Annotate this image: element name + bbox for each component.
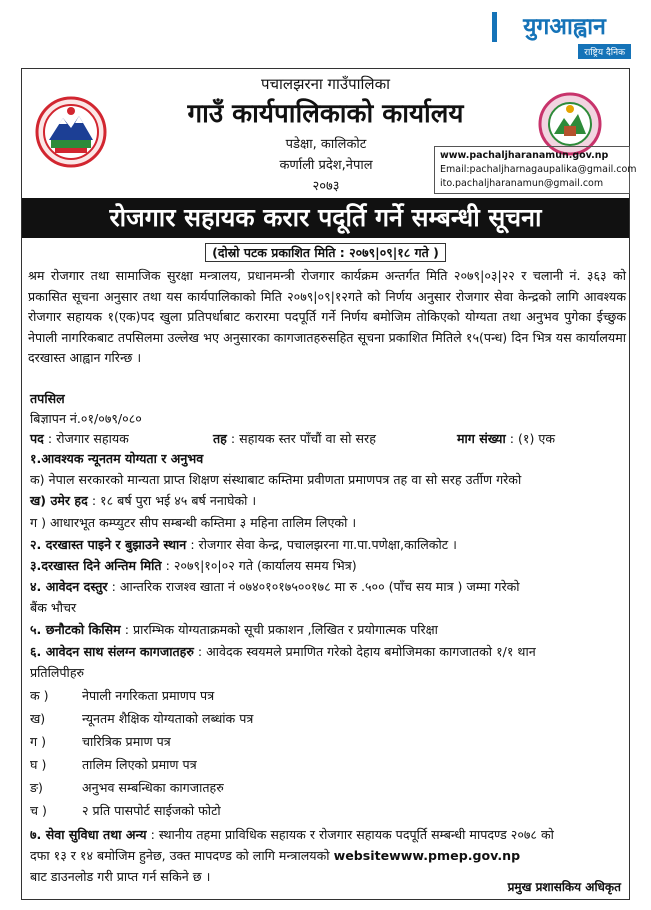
doc-text: तालिम लिएको प्रमाण पत्र [82, 757, 197, 772]
item-6-label: ६. आवेदन साथ संलग्न कागजातहरु [30, 644, 194, 659]
newspaper-masthead [492, 10, 637, 60]
item-6-value: : आवेदक स्वयमले प्रमाणित गरेको देहाय बमोजिमका कागजातको १/१ थान [197, 644, 536, 659]
intro-paragraph: श्रम रोजगार तथा सामाजिक सुरक्षा मन्त्रालय, प्रधानमन्त्री रोजगार कार्यक्रम अन्तर्गत मिति २०७९|०३|२२ र चलानी नं. ३६३ को प्रकासित सूचना अनुसार तथा यस कार्यपालिकाको मिति २०७९|०९|१२गते को निर्णय अनुसार रोजगार सेवा केन्द्रको लागि आवश्यक रोजगार सहायक १(एक)पद खुला प्रतिपर्धाबाट करारमा पदपूर्ति गर्ने निर्णय बमोजिम तोकिएको योग्यता तथा अनुभव पुगेका ईच्छुक नेपाली नागरिकबाट तपसिलमा उल्लेख भए अनुसारका कागजातहरुसहित सूचना प्रकाशित मितिले १५(पन्ध) दिन भित्र यस कार्यालयमा दरखास्त आह्वान गरिन्छ । [28, 268, 626, 365]
doc-text: नेपाली नगरिकता प्रमाणप पत्र [82, 688, 215, 703]
qualification-b-value: : १८ बर्ष पुरा भई ४५ बर्ष ननाघेको । [91, 493, 257, 508]
item-7-label: ७. सेवा सुविधा तथा अन्य [30, 827, 147, 842]
post-row [30, 430, 129, 447]
item-5 [30, 621, 438, 638]
doc-text: २ प्रति पासपोर्ट साईजको फोटो [82, 803, 221, 818]
signer-title: प्रमुख प्रशासकिय अधिकृत [507, 880, 621, 894]
doc-mark: च ) [30, 803, 47, 818]
address-year: २०७३ [312, 179, 340, 194]
level-row [213, 430, 376, 447]
pmep-website-link[interactable]: websitewww.pmep.gov.np [333, 848, 521, 863]
email-text-2: ito.pachaljharanamun@gmail.com [440, 178, 604, 189]
publication-note [0, 244, 651, 261]
item-2-label: २. दरखास्त पाइने र बुझाउने स्थान [30, 537, 187, 552]
masthead-subtitle: राष्ट्रिय दैनिक [578, 44, 631, 59]
municipality-name: पचालझरना गाउँपालिका [261, 75, 390, 93]
item-5-value: : प्रारम्भिक योग्यताक्रमको सूची प्रकाशन ,लिखित र प्रयोगात्मक परिक्षा [124, 622, 438, 637]
item-4-label: ४. आवेदन दस्तुर [30, 579, 108, 594]
item-6 [30, 643, 536, 660]
item-4-value: : आन्तरिक राजश्व खाता नं ०७४०१०१७५००१७८ मा रु .५०० (पाँच सय मात्र ) जम्मा गरेको [111, 579, 520, 594]
qualification-b [30, 492, 256, 509]
post-label: पद [30, 431, 44, 446]
office-title: गाउँ कार्यपालिकाको कार्यालय [187, 99, 464, 129]
doc-mark: क ) [30, 688, 49, 703]
item-7-line-2-text: दफा १३ र १४ बमोजिम हुनेछ, उक्त मापदण्ड को लागि मन्त्रालयको [30, 848, 330, 863]
email-text-1: Email:pachaljharnagaupalika@gmail.com [440, 164, 637, 175]
item-7-line-3: बाट डाउनलोड गरी प्राप्त गर्न सकिने छ । [30, 869, 211, 884]
qualification-c: ग ) आधारभूत कम्प्युटर सीप सम्बन्धी कम्तिमा ३ महिना तालिम लिएको । [30, 515, 357, 530]
item-2-value: : रोजगार सेवा केन्द्र, पचालझरना गा.पा.पणेक्षा,कालिकोट । [190, 537, 457, 552]
masthead-title: युगआह्वान [523, 14, 606, 40]
doc-text: चारित्रिक प्रमाण पत्र [82, 734, 171, 749]
post-value: : रोजगार सहायक [47, 431, 129, 446]
contact-box [434, 146, 637, 194]
item-7-line-2 [30, 847, 520, 864]
schedule-heading: तपसिल [30, 391, 65, 406]
qualification-b-label: ख) उमेर हद [30, 493, 88, 508]
item-5-label: ५. छनौटको किसिम [30, 622, 121, 637]
item-3-value: : २०७९|१०|०२ गते (कार्यालय समय भित्र) [165, 558, 357, 573]
publication-note-text: (दोस्रो पटक प्रकाशित मिति : २०७९|०९|१८ गते ) [205, 243, 446, 262]
doc-text: अनुभव सम्बन्धिका कागजातहरु [82, 780, 224, 795]
doc-mark: ख) [30, 711, 46, 726]
website-text: www.pachaljharanamun.gov.np [440, 150, 609, 161]
doc-text: न्यूनतम शैक्षिक योग्यताको लब्धांक पत्र [82, 711, 254, 726]
demand-row [457, 430, 555, 447]
item-7 [30, 826, 554, 843]
doc-mark: ङ) [30, 780, 43, 795]
item-3 [30, 557, 357, 574]
address-line-2: कर्णाली प्रदेश,नेपाल [279, 158, 373, 173]
demand-label: माग संख्या [457, 431, 506, 446]
qualification-heading: १.आवश्यक न्यूनतम योग्यता र अनुभव [30, 451, 204, 466]
doc-mark: ग ) [30, 734, 47, 749]
address-line-1: पडेक्षा, कालिकोट [285, 137, 367, 152]
item-7-value: : स्थानीय तहमा प्राविधिक सहायक र रोजगार सहायक पदपूर्ति सम्बन्धी मापदण्ड २०७८ को [150, 827, 554, 842]
notice-banner: रोजगार सहायक करार पदूर्ति गर्ने सम्बन्धी सूचना [22, 198, 629, 238]
item-4-continuation: बैंक भौचर [30, 600, 77, 615]
ad-number: बिज्ञापन नं.०१/०७९/०८० [30, 411, 142, 426]
item-3-label: ३.दरखास्त दिने अन्तिम मिति [30, 558, 162, 573]
item-4 [30, 578, 520, 595]
item-2 [30, 536, 457, 553]
item-6-continuation: प्रतिलिपीहरु [30, 665, 85, 680]
demand-value: : (१) एक [509, 431, 555, 446]
level-value: : सहायक स्तर पाँचौं वा सो सरह [230, 431, 376, 446]
doc-mark: घ ) [30, 757, 47, 772]
qualification-a: क) नेपाल सरकारको मान्यता प्राप्त शिक्षण संस्थाबाट कम्तिमा प्रवीणता प्रमाणपत्र तह वा सो सरह उर्तीण गरेको [30, 472, 522, 487]
level-label: तह [213, 431, 227, 446]
